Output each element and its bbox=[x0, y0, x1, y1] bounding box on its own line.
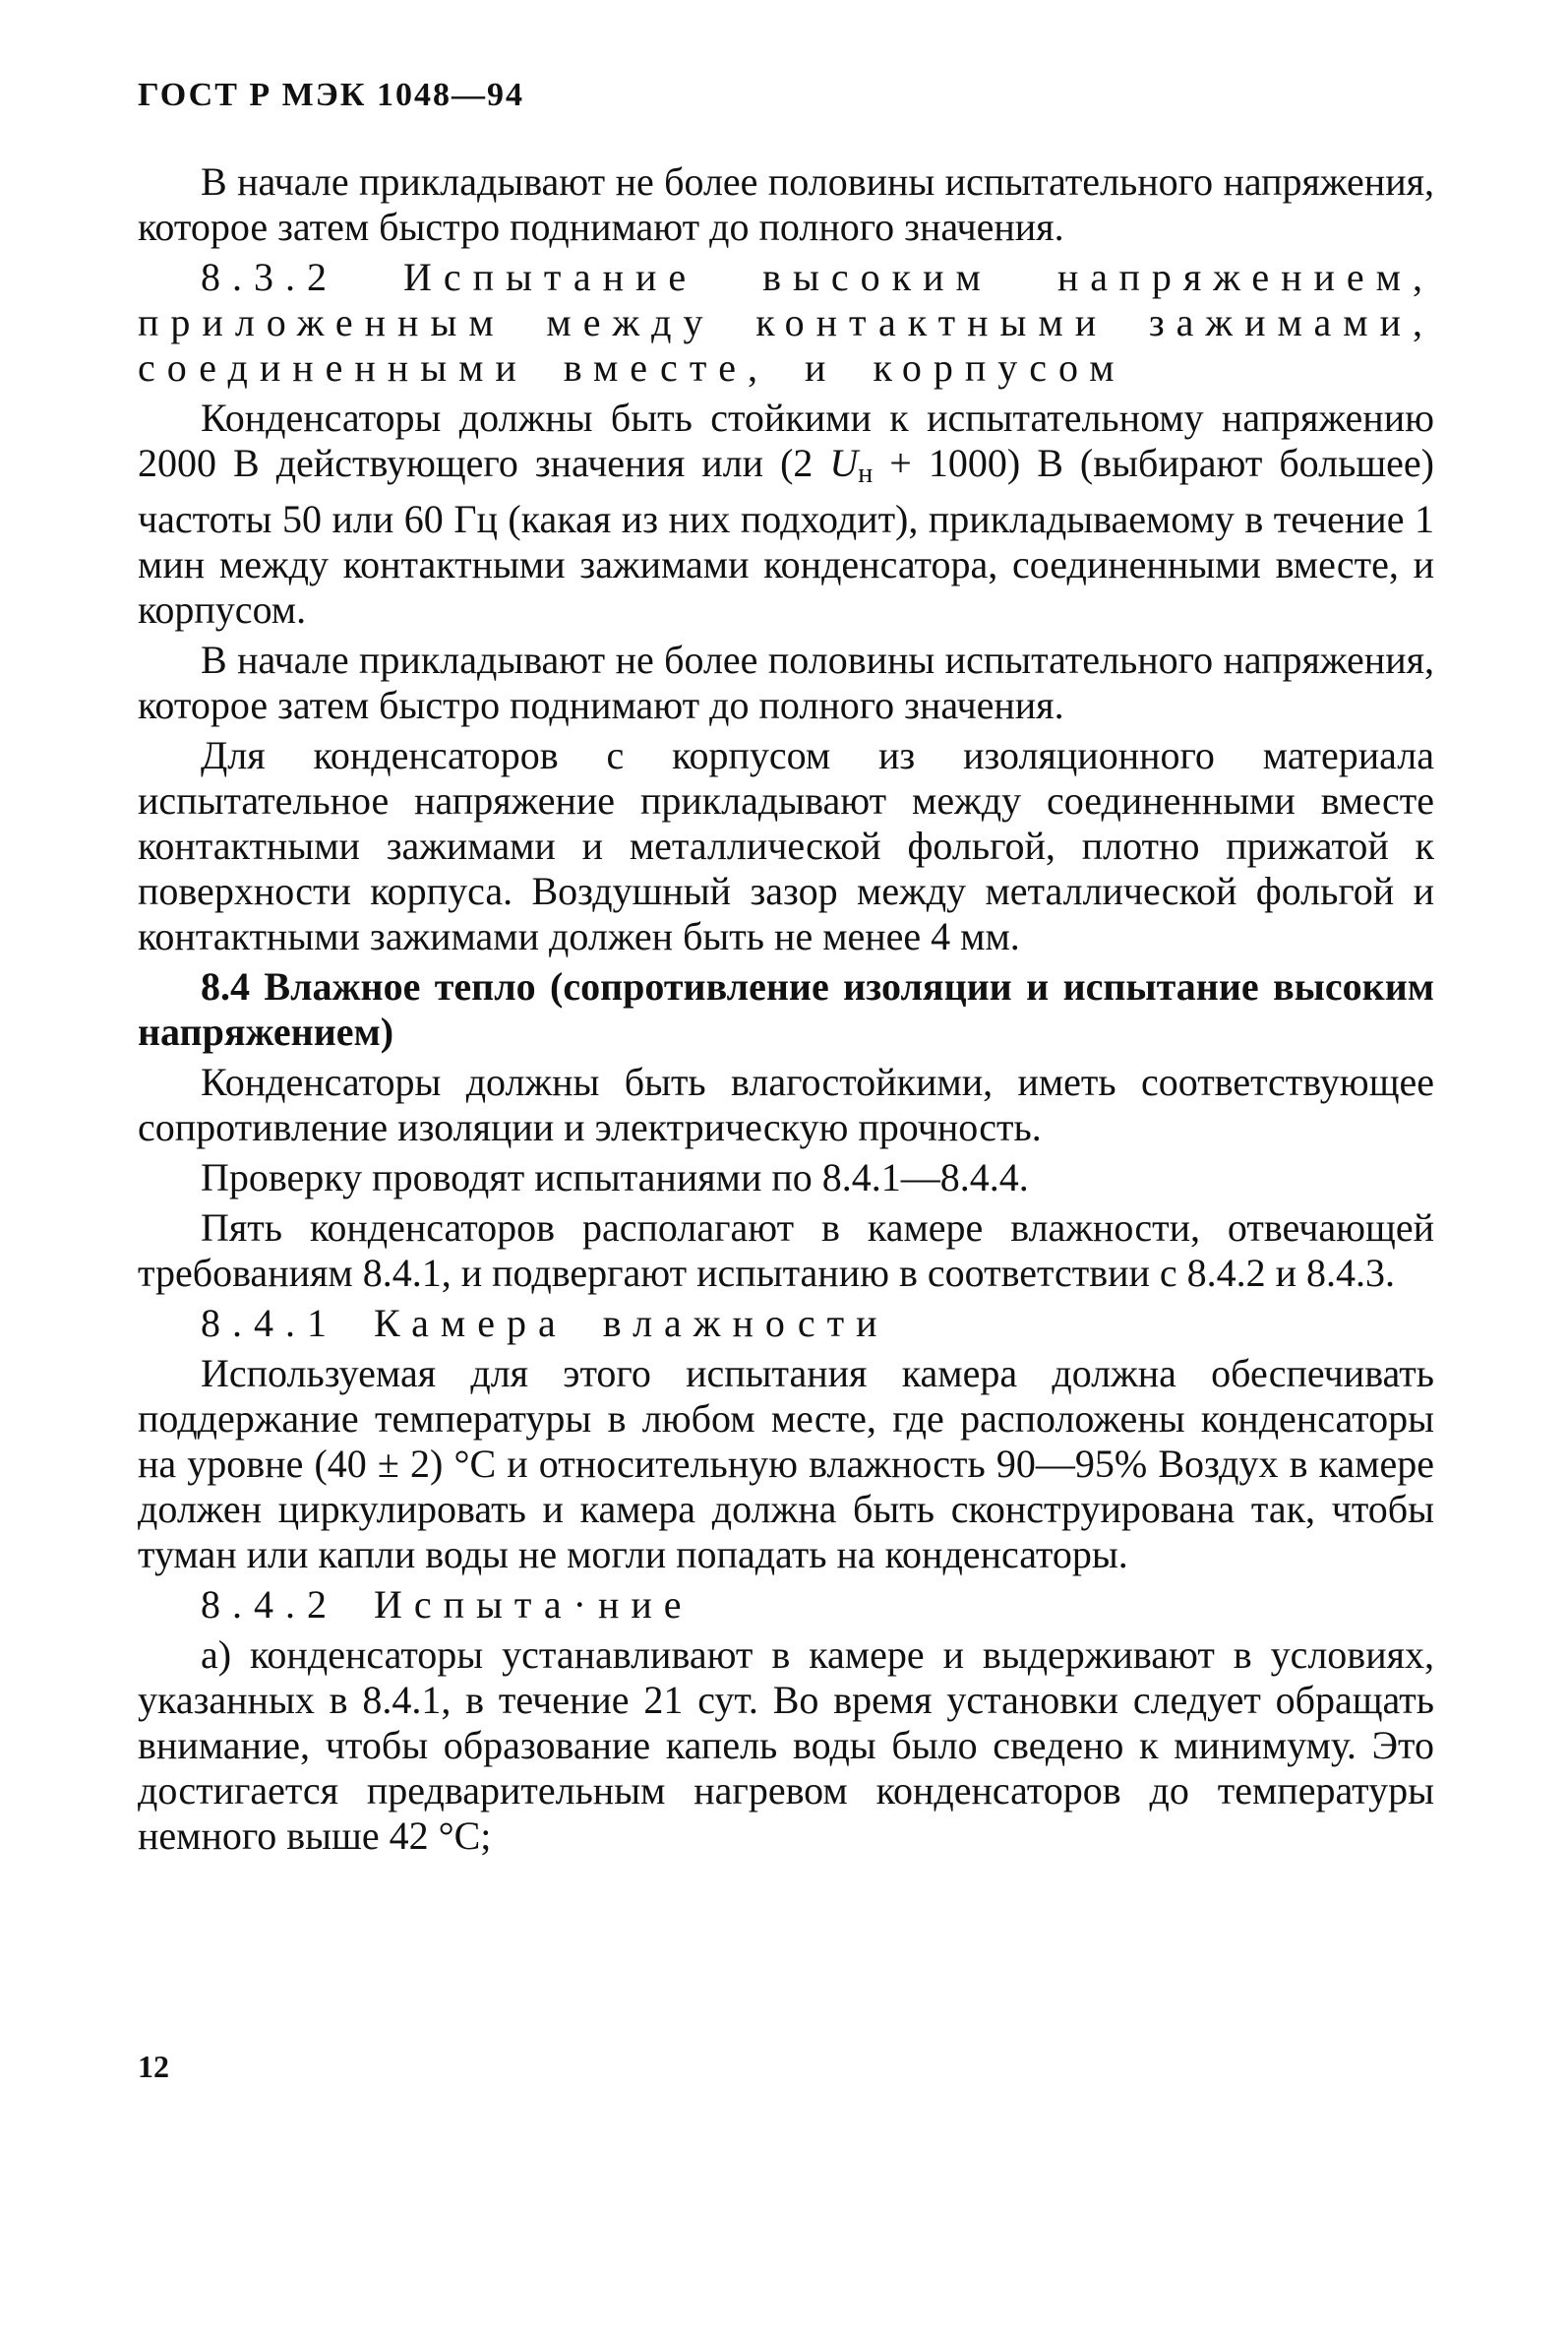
section-heading-8-4: 8.4 Влажное тепло (сопротивление изоляции и испытание высоким напряжением) bbox=[138, 964, 1434, 1054]
document-body bbox=[138, 159, 1434, 1864]
rated-voltage-subscript: н bbox=[858, 459, 874, 489]
page-number: 12 bbox=[138, 2049, 169, 2084]
paragraph-five-capacitors: Пять конденсаторов располагают в камере влажности, отвечающей требованиям 8.4.1, и подвергают испытанию в соответствии с 8.4.2 и 8.4.3. bbox=[138, 1205, 1434, 1295]
paragraph-chamber-requirements: Используемая для этого испытания камера должна обеспечивать поддержание температуры в любом месте, где расположены конденсаторы на уровне (40 ± 2) °С и относительную влажность 90—95% Воздух в камере должен циркулировать и камера должна быть сконструирована так, чтобы туман или капли воды не могли попадать на конденсаторы. bbox=[138, 1351, 1434, 1576]
paragraph-initial-voltage-1: В начале прикладывают не более половины испытательного напряжения, которое затем быстро поднимают до полного значения. bbox=[138, 159, 1434, 249]
paragraph-test-voltage-before: Конденсаторы должны быть стойкими к испытательному напряжению 2000 В действующего значения или (2 bbox=[138, 396, 1434, 485]
paragraph-verification: Проверку проводят испытаниями по 8.4.1—8.4.4. bbox=[201, 1155, 1029, 1199]
document-header: ГОСТ Р МЭК 1048—94 bbox=[138, 77, 524, 113]
paragraph-test-voltage bbox=[138, 396, 1434, 633]
paragraph-test-voltage-after: + 1000) В (выбирают большее) частоты 50 или 60 Гц (какая из них подходит), прикладываемому в течение 1 мин между контактными зажимами конденсатора, соединенными вместе, и корпусом. bbox=[138, 441, 1434, 632]
paragraph-initial-voltage-2: В начале прикладывают не более половины испытательного напряжения, которое затем быстро поднимают до полного значения. bbox=[138, 638, 1434, 727]
rated-voltage-symbol: U bbox=[829, 441, 859, 485]
section-heading-8-4-2: 8.4.2 Испыта·ние bbox=[201, 1582, 694, 1627]
paragraph-test-procedure-a: а) конденсаторы устанавливают в камере и выдерживают в условиях, указанных в 8.4.1, в течение 21 сут. Во время установки следует обращать внимание, чтобы образование капель воды было сведено к минимуму. Это достигается предварительным нагревом конденсаторов до температуры немного выше 42 °С; bbox=[138, 1632, 1434, 1858]
paragraph-moisture-resistance: Конденсаторы должны быть влагостойкими, иметь соответствующее сопротивление изоляции и электрическую прочность. bbox=[138, 1060, 1434, 1149]
paragraph-insulating-case: Для конденсаторов с корпусом из изоляционного материала испытательное напряжение прикладывают между соединенными вместе контактными зажимами и металлической фольгой, плотно прижатой к поверхности корпуса. Воздушный зазор между металлической фольгой и контактными зажимами должен быть не менее 4 мм. bbox=[138, 733, 1434, 958]
section-heading-8-4-1: 8.4.1 Камера влажности bbox=[201, 1301, 889, 1345]
section-heading-8-3-2: 8.3.2 Испытание высоким напряжением, приложенным между контактными зажимами, соединенными вместе, и корпусом bbox=[138, 255, 1434, 390]
